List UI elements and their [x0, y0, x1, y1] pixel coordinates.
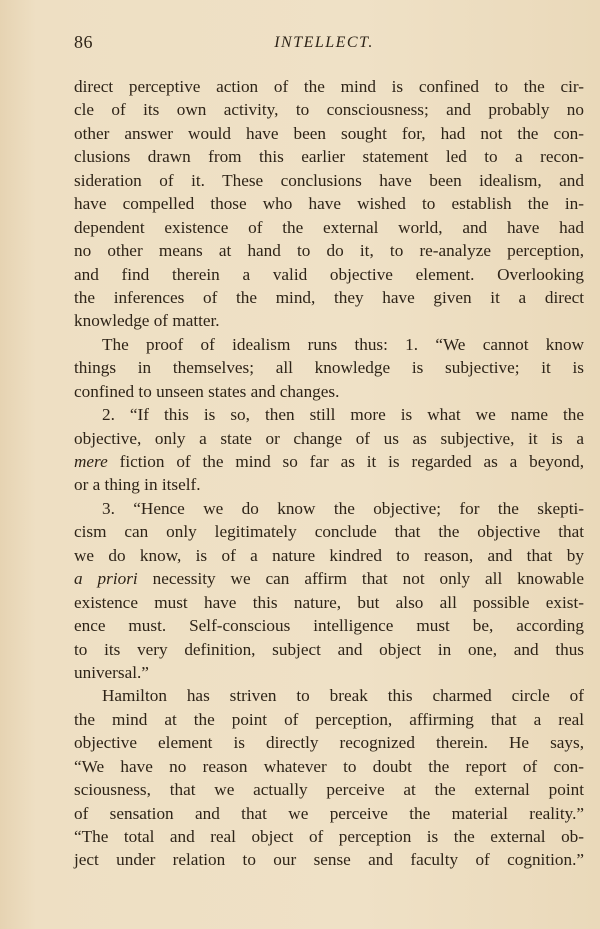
text-line: sciousness, that we actually perceive at the external point: [74, 780, 584, 800]
text-line: of sensation and that we perceive the material reality.”: [74, 803, 584, 823]
text-line: The proof of idealism runs thus: 1. “We cannot know: [102, 334, 584, 354]
text-line-rest: fiction of the mind so far as it is regarded as a beyond,: [119, 452, 584, 471]
text-line: “The total and real object of perception is the external ob-: [74, 827, 584, 846]
body-text: [74, 75, 584, 872]
text-line: or a thing in itself.: [74, 475, 201, 495]
text-line: clusions drawn from this earlier statement led to a recon-: [74, 147, 584, 167]
text-line: ject under relation to our sense and faculty of cognition.”: [74, 850, 584, 870]
text-line: universal.”: [74, 662, 149, 682]
text-line: cle of its own activity, to consciousness; and probably no: [74, 100, 584, 120]
text-line: other answer would have been sought for, had not the con-: [74, 123, 584, 143]
italic-mere: mere: [74, 452, 108, 471]
text-line: have compelled those who have wished to establish the in-: [74, 194, 584, 214]
italic-a-priori: a priori: [74, 569, 138, 589]
text-line: 2. “If this is so, then still more is what we name the: [102, 405, 584, 425]
text-line: existence must have this nature, but also all possible exist-: [74, 592, 584, 612]
text-line-rest: necessity we can affirm that not only all knowable: [152, 569, 584, 589]
running-title: INTELLECT.: [274, 34, 374, 51]
text-line: Hamilton has striven to break this charmed circle of: [102, 686, 584, 706]
text-line: 3. “Hence we do know the objective; for the skepti-: [102, 498, 584, 518]
text-line: dependent existence of the external world, and have had: [74, 217, 584, 237]
text-line: no other means at hand to do it, to re-analyze perception,: [74, 241, 584, 261]
text-line: knowledge of matter.: [74, 311, 220, 331]
text-line: and find therein a valid objective element. Overlooking: [74, 264, 584, 284]
text-line: direct perceptive action of the mind is confined to the cir-: [74, 77, 584, 96]
text-line: objective element is directly recognized therein. He says,: [74, 733, 584, 753]
text-line: objective, only a state or change of us as subjective, it is a: [74, 428, 584, 448]
text-line: sideration of it. These conclusions have been idealism, and: [74, 170, 584, 190]
text-line: “We have no reason whatever to doubt the report of con-: [74, 756, 584, 776]
text-line: ence must. Self-conscious intelligence must be, according: [74, 616, 584, 636]
text-line: the inferences of the mind, they have given it a direct: [74, 287, 584, 307]
page-number: 86: [74, 32, 93, 52]
text-line: confined to unseen states and changes.: [74, 381, 340, 401]
text-line: [74, 567, 584, 590]
text-line: [74, 450, 584, 473]
text-line: to its very definition, subject and object in one, and thus: [74, 639, 584, 659]
text-line: the mind at the point of perception, affirming that a real: [74, 709, 584, 729]
text-line: cism can only legitimately conclude that the objective that: [74, 522, 584, 542]
text-line: things in themselves; all knowledge is subjective; it is: [74, 358, 584, 378]
page-header: [74, 32, 574, 56]
text-line: we do know, is of a nature kindred to reason, and that by: [74, 545, 584, 565]
